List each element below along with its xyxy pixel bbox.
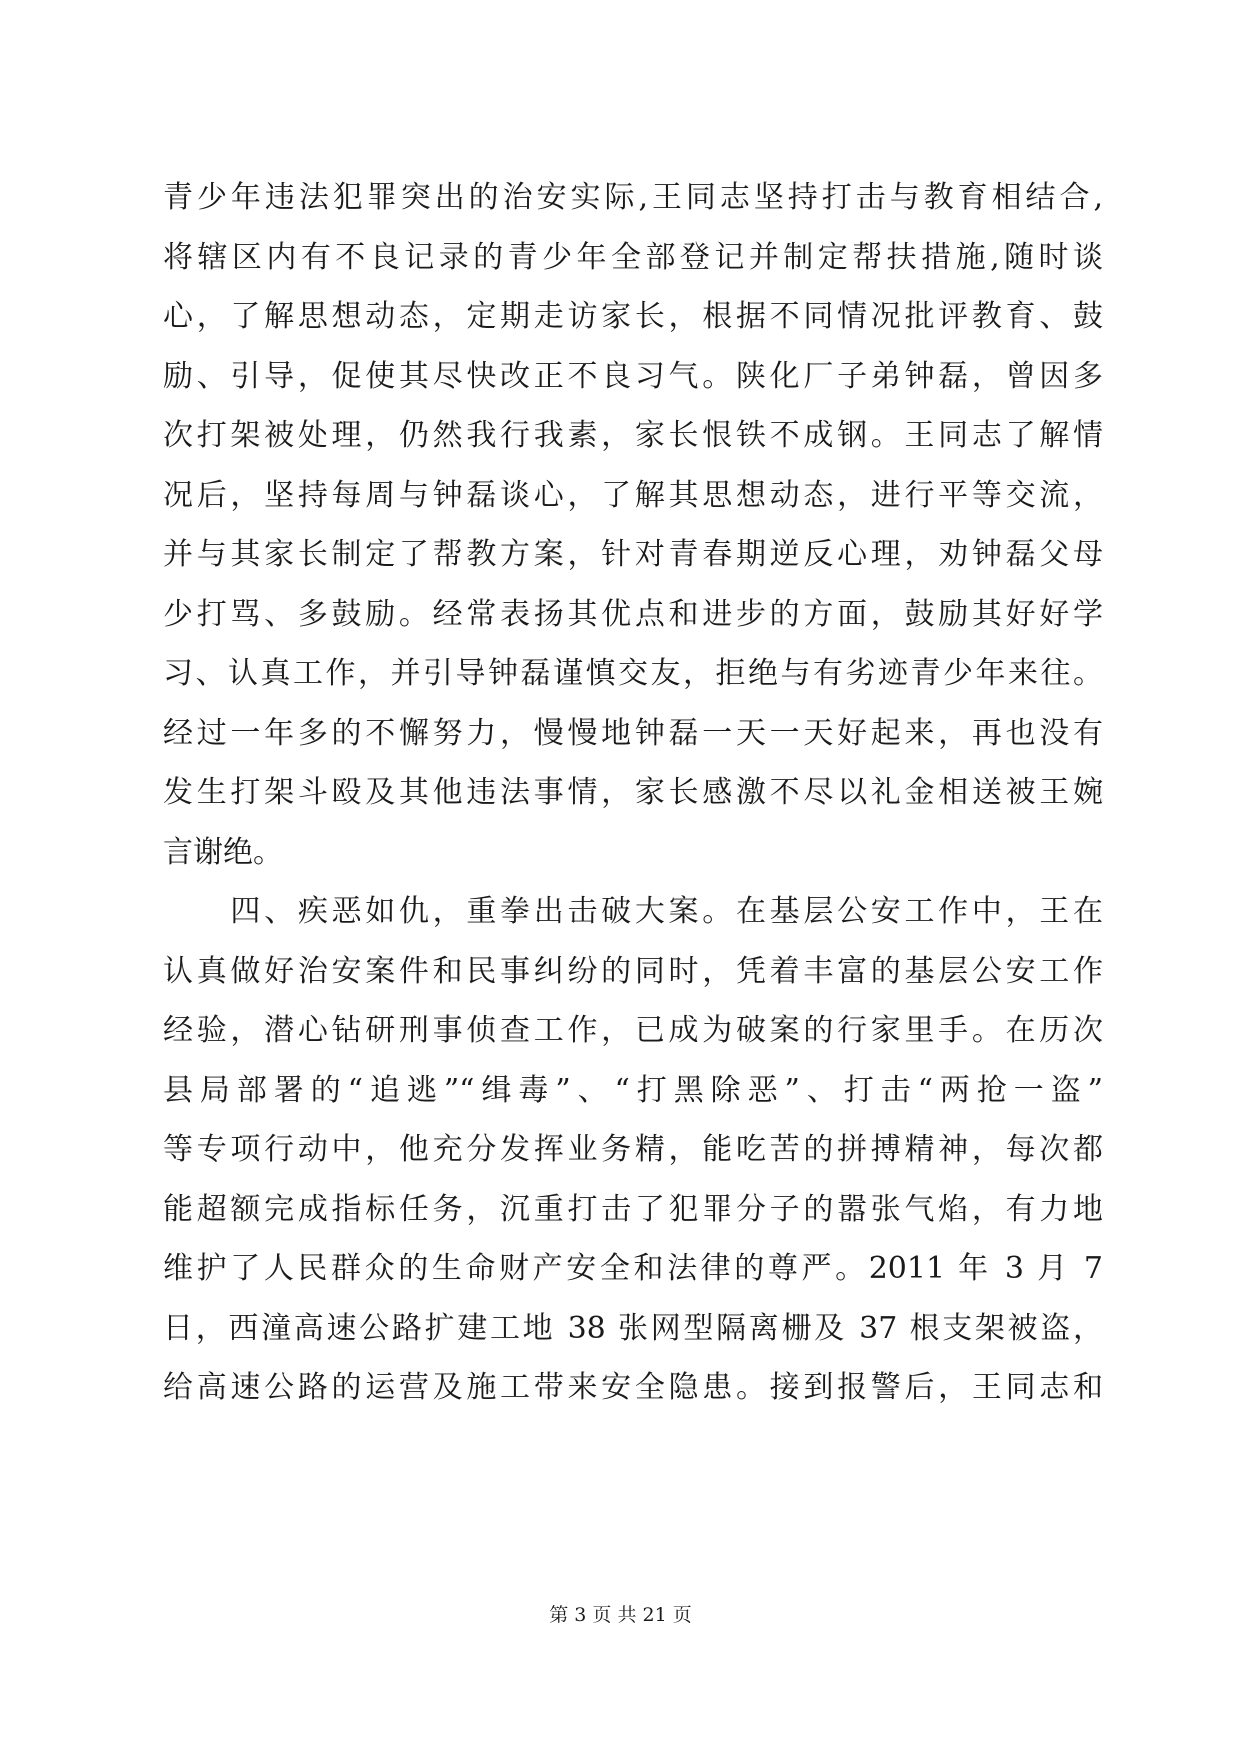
text-line: 将辖区内有不良记录的青少年全部登记并制定帮扶措施,随时谈 <box>163 239 1103 275</box>
text-line: 次打架被处理，仍然我行我素，家长恨铁不成钢。王同志了解情 <box>163 418 1103 453</box>
paragraph-heading-line: 四、疾恶如仇，重拳出击破大案。在基层公安工作中，王在 <box>163 894 1103 929</box>
text-line: 能超额完成指标任务，沉重打击了犯罪分子的嚣张气焰，有力地 <box>163 1191 1103 1227</box>
text-line: 少打骂、多鼓励。经常表扬其优点和进步的方面，鼓励其好好学 <box>163 596 1103 632</box>
text-line: 习、认真工作，并引导钟磊谨慎交友，拒绝与有劣迹青少年来往。 <box>163 656 1103 691</box>
text-line: 日，西潼高速公路扩建工地 38 张网型隔离栅及 37 根支架被盗， <box>163 1310 1103 1346</box>
text-line: 励、引导，促使其尽快改正不良习气。陕化厂子弟钟磊，曾因多 <box>163 358 1103 394</box>
text-line: 等专项行动中，他充分发挥业务精，能吃苦的拼搏精神，每次都 <box>163 1132 1103 1167</box>
text-line: 青少年违法犯罪突出的治安实际,王同志坚持打击与教育相结合, <box>163 180 1103 215</box>
text-line: 况后，坚持每周与钟磊谈心，了解其思想动态，进行平等交流， <box>163 477 1103 513</box>
text-line: 发生打架斗殴及其他违法事情，家长感激不尽以礼金相送被王婉 <box>163 775 1103 810</box>
text-line: 给高速公路的运营及施工带来安全隐患。接到报警后，王同志和 <box>163 1370 1103 1405</box>
text-line: 并与其家长制定了帮教方案，针对青春期逆反心理，劝钟磊父母 <box>163 537 1103 572</box>
text-line: 认真做好治安案件和民事纠纷的同时，凭着丰富的基层公安工作 <box>163 953 1103 989</box>
text-line: 言谢绝。 <box>163 834 283 870</box>
text-line: 经过一年多的不懈努力，慢慢地钟磊一天一天好起来，再也没有 <box>163 715 1103 751</box>
body-text <box>163 168 1103 1418</box>
text-line: 维护了人民群众的生命财产安全和法律的尊严。2011 年 3 月 7 <box>163 1251 1103 1286</box>
text-line: 县局部署的“追逃”“缉毒”、“打黑除恶”、打击“两抢一盗” <box>163 1072 1103 1108</box>
text-line: 心，了解思想动态，定期走访家长，根据不同情况批评教育、鼓 <box>163 299 1103 334</box>
page-footer: 第 3 页 共 21 页 <box>549 1604 692 1626</box>
text-line: 经验，潜心钻研刑事侦查工作，已成为破案的行家里手。在历次 <box>163 1013 1103 1048</box>
